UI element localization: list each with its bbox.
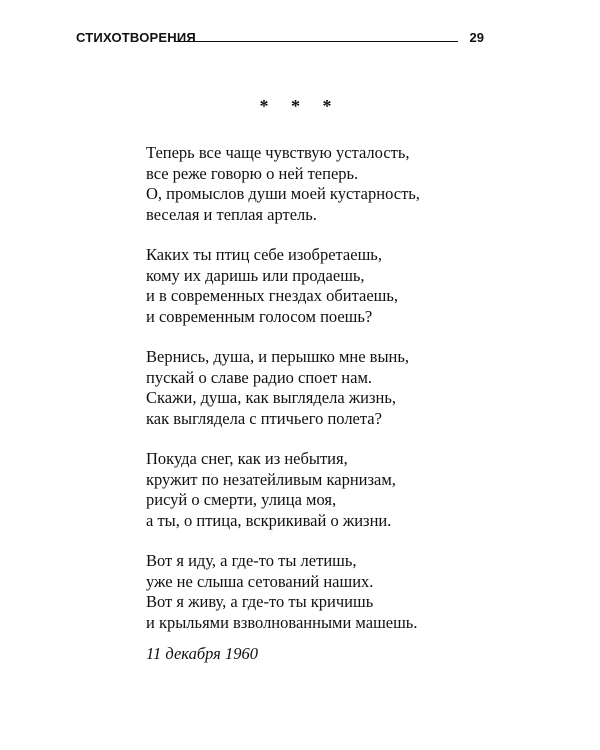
poem-line: Покуда снег, как из небытия, bbox=[146, 449, 348, 468]
running-header bbox=[76, 30, 484, 50]
stanza bbox=[146, 347, 506, 429]
poem-line: Теперь все чаще чувствую усталость, bbox=[146, 143, 410, 162]
poem-line: О, промыслов души моей кустарность, bbox=[146, 184, 420, 203]
poem-line: и в современных гнездах обитаешь, bbox=[146, 286, 399, 305]
poem-line: и крыльями взволнованными машешь. bbox=[146, 612, 418, 632]
stanza bbox=[146, 449, 506, 531]
poem-line: уже не слыша сетований наших. bbox=[146, 571, 374, 591]
poem-line: Каких ты птиц себе изобретаешь, bbox=[146, 245, 382, 264]
poem-line: кому их даришь или продаешь, bbox=[146, 265, 365, 285]
poem-body bbox=[146, 143, 506, 664]
poem-line: и современным голосом поешь? bbox=[146, 306, 373, 326]
poem-line: Вот я живу, а где-то ты кричишь bbox=[146, 592, 374, 611]
poem-line: Вернись, душа, и перышко мне вынь, bbox=[146, 347, 410, 366]
poem-line: пускай о славе радио споет нам. bbox=[146, 367, 373, 387]
stanza bbox=[146, 551, 506, 633]
poem-line: рисуй о смерти, улица моя, bbox=[146, 490, 337, 509]
header-rule bbox=[174, 41, 458, 42]
poem-line: все реже говорю о ней теперь. bbox=[146, 163, 359, 183]
poem-line: кружит по незатейливым карнизам, bbox=[146, 469, 396, 489]
poem-line: Скажи, душа, как выглядела жизнь, bbox=[146, 388, 396, 407]
stanza bbox=[146, 143, 506, 225]
stanza bbox=[146, 245, 506, 327]
poem-line: как выглядела с птичьего полета? bbox=[146, 408, 382, 428]
poem-separator: * * * bbox=[259, 96, 341, 116]
section-title: СТИХОТВОРЕНИЯ bbox=[76, 30, 196, 45]
poem-line: веселая и теплая артель. bbox=[146, 204, 317, 224]
poem-date: 11 декабря 1960 bbox=[146, 644, 258, 663]
poem-line: а ты, о птица, вскрикивай о жизни. bbox=[146, 510, 392, 530]
poem-line: Вот я иду, а где-то ты летишь, bbox=[146, 551, 357, 570]
page-number: 29 bbox=[469, 30, 484, 45]
